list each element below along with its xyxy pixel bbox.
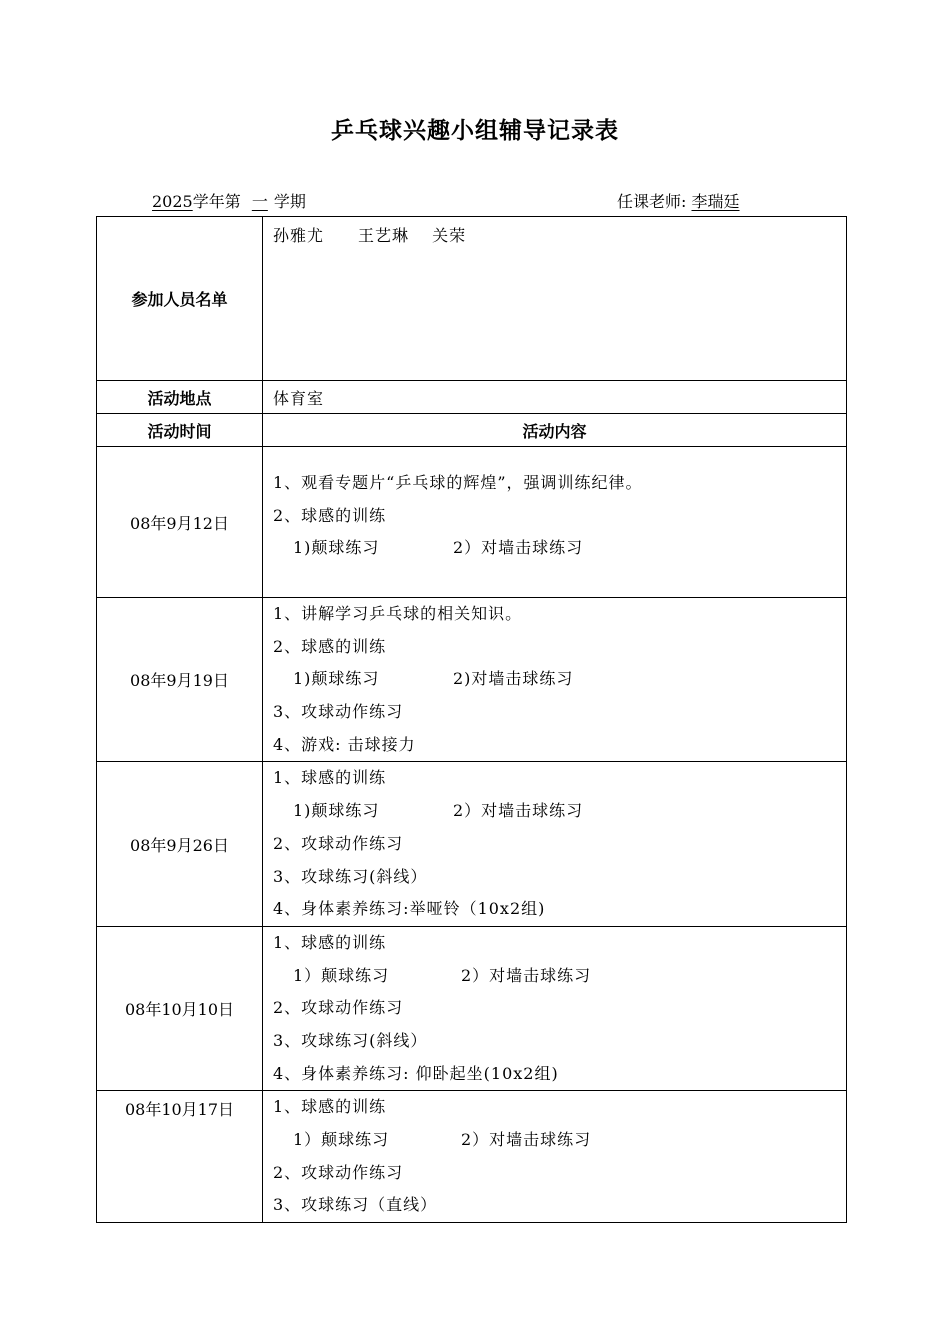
content-subline xyxy=(273,1124,846,1157)
content-line: 2、攻球动作练习 xyxy=(273,1162,404,1182)
school-year-suffix: 学年第 xyxy=(192,192,241,211)
participants-row xyxy=(97,217,847,381)
session-row xyxy=(97,1091,847,1223)
session-date: 08年10月10日 xyxy=(97,926,263,1090)
content-subitem: 2）对墙击球练习 xyxy=(461,1130,592,1149)
session-date: 08年9月26日 xyxy=(97,762,263,926)
session-row xyxy=(97,447,847,598)
session-content xyxy=(263,598,847,762)
location-label: 活动地点 xyxy=(97,381,263,414)
content-subline xyxy=(273,663,846,696)
content-line: 1、讲解学习乒乓球的相关知识。 xyxy=(273,604,523,623)
session-date: 08年10月17日 xyxy=(97,1091,263,1223)
content-subitem: 2）对墙击球练习 xyxy=(461,965,592,985)
teacher-label: 任课老师: xyxy=(617,192,687,211)
content-header: 活动内容 xyxy=(263,414,847,447)
participants-label: 参加人员名单 xyxy=(97,217,263,381)
header-row xyxy=(97,414,847,447)
content-line: 4、身体素养练习:举哑铃（10x2组) xyxy=(273,899,546,919)
session-row xyxy=(97,762,847,926)
content-line: 3、攻球练习(斜线） xyxy=(273,866,428,886)
content-line: 4、身体素养练习: 仰卧起坐(10x2组) xyxy=(273,1063,559,1083)
session-content xyxy=(263,1091,847,1223)
location-row xyxy=(97,381,847,414)
content-subitem: 1）颠球练习 xyxy=(293,965,390,985)
content-subitem: 2)对墙击球练习 xyxy=(453,669,574,689)
content-subitem: 1)颠球练习 xyxy=(293,669,380,689)
teacher-info xyxy=(617,189,740,212)
content-line: 2、球感的训练 xyxy=(273,505,387,525)
time-header: 活动时间 xyxy=(97,414,263,447)
teacher-name: 李瑞廷 xyxy=(691,192,740,211)
participants-list: 孙雅尤 王艺琳 关荣 xyxy=(263,217,847,381)
session-content xyxy=(263,762,847,926)
term-number: 一 xyxy=(251,192,268,211)
content-subitem: 2）对墙击球练习 xyxy=(453,801,584,821)
location-value: 体育室 xyxy=(263,381,847,414)
term-suffix: 学期 xyxy=(273,192,306,211)
content-subitem: 2）对墙击球练习 xyxy=(453,538,584,558)
content-line: 1、球感的训练 xyxy=(273,932,387,952)
content-subitem: 1)颠球练习 xyxy=(293,801,380,821)
page-title: 乒乓球兴趣小组辅导记录表 xyxy=(331,118,619,144)
content-line: 3、攻球练习(斜线） xyxy=(273,1030,428,1050)
content-subline xyxy=(273,960,846,993)
content-line: 2、球感的训练 xyxy=(273,636,387,656)
content-line: 2、攻球动作练习 xyxy=(273,998,404,1018)
semester-info xyxy=(152,189,306,212)
content-line: 2、攻球动作练习 xyxy=(273,833,404,853)
record-table xyxy=(96,216,847,1223)
content-subitem: 1)颠球练习 xyxy=(293,538,380,558)
content-subline xyxy=(273,795,846,828)
session-date: 08年9月19日 xyxy=(97,598,263,762)
content-line: 1、球感的训练 xyxy=(273,1097,387,1117)
session-row xyxy=(97,598,847,762)
content-line: 3、攻球动作练习 xyxy=(273,702,404,722)
session-date: 08年9月12日 xyxy=(97,447,263,598)
content-line: 1、观看专题片“乒乓球的辉煌”，强调训练纪律。 xyxy=(273,473,643,492)
content-subitem: 1）颠球练习 xyxy=(293,1130,390,1149)
content-line: 4、游戏: 击球接力 xyxy=(273,734,416,754)
content-line: 1、球感的训练 xyxy=(273,768,387,788)
school-year: 2025 xyxy=(152,192,193,211)
session-content xyxy=(263,447,847,598)
content-subline xyxy=(273,532,846,565)
session-row xyxy=(97,926,847,1090)
content-line: 3、攻球练习（直线） xyxy=(273,1195,438,1215)
session-content xyxy=(263,926,847,1090)
